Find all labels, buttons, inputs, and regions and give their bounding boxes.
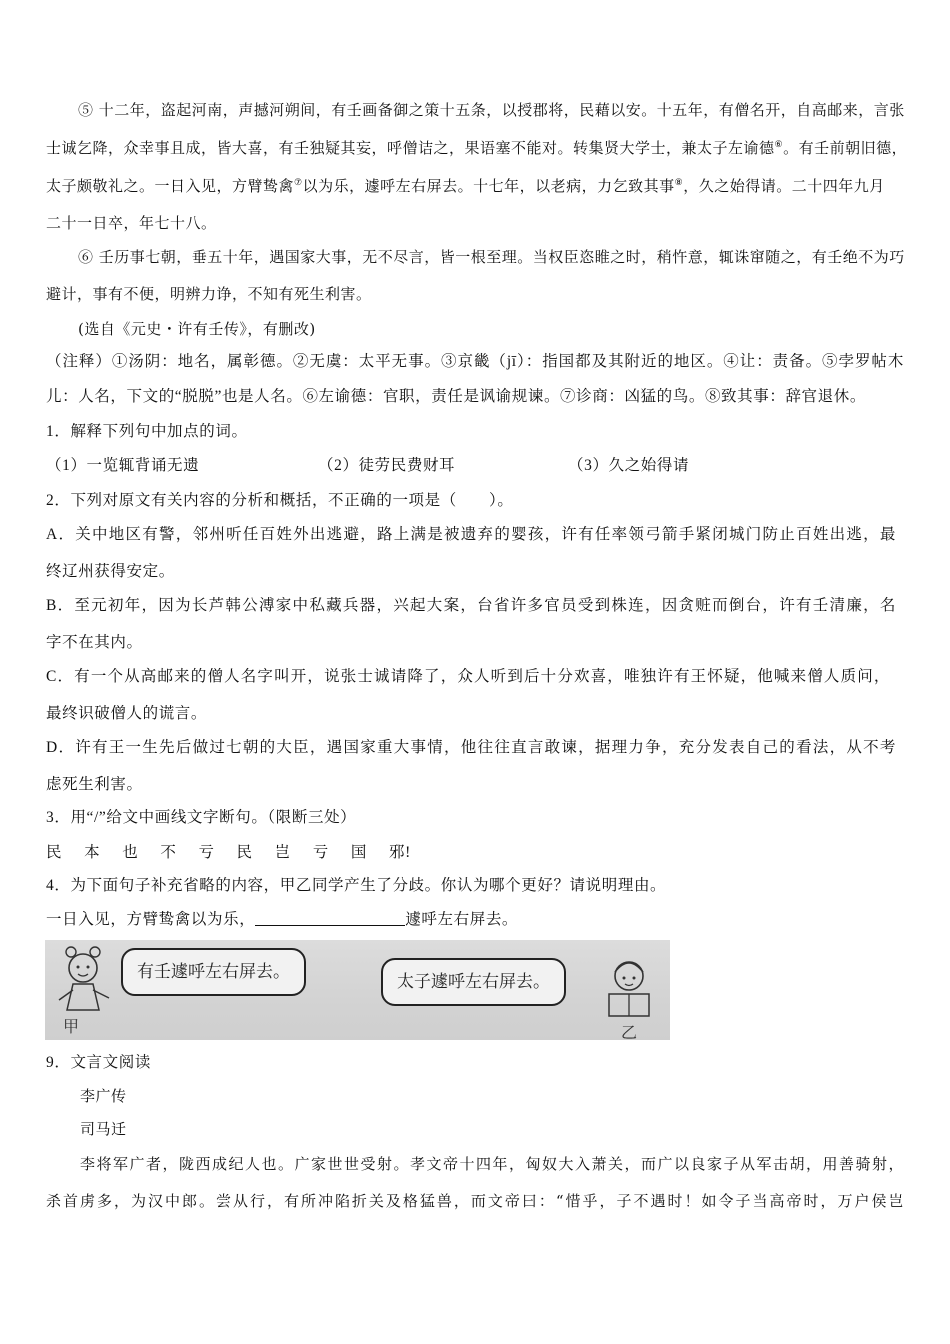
sentence-char: 亏 (198, 844, 215, 861)
option-b-line: B．至元初年，因为长芦韩公溥家中私藏兵器，兴起大案，台省许多官员受到株连，因贪赃而倒台，许有壬清廉，名 (46, 597, 896, 614)
sentence-after: 遽呼左右屏去。 (405, 911, 519, 928)
notes-line: （注释）①汤阴：地名，属彰德。②无虞：太平无事。③京畿（jī）：指国都及其附近的地区。④让：责备。⑤孛罗帖木 (46, 353, 904, 370)
footnote-mark: ⑧ (674, 178, 684, 188)
passage-line: 二十一日卒，年七十八。 (46, 214, 217, 232)
passage-text: 。有壬前朝旧德， (783, 139, 908, 157)
option-a-line: 终辽州获得安定。 (46, 563, 175, 580)
sentence-char: 民 (236, 844, 253, 861)
label-yi: 乙 (621, 1023, 638, 1042)
footnote-mark: ⑦ (294, 178, 303, 188)
option-a-line: A．关中地区有警，邻州听任百姓外出逃避，路上满是被遗弃的婴孩，许有任率领弓箭手紧闭城门防止百姓出逃，最 (46, 526, 896, 543)
speech-bubble-yi: 太子遽呼左右屏去。 (381, 958, 566, 1006)
section-9-title: 李广传 (80, 1087, 127, 1105)
sentence-before: 一日入见，方臂鸷禽以为乐， (46, 911, 256, 928)
sentence-char: 亏 (312, 844, 329, 861)
passage-text: ，久之始得请。二十四年九月 (683, 177, 885, 195)
question-4-sentence (46, 909, 518, 931)
passage-line: ⑥ 壬历事七朝，垂五十年，遇国家大事，无不尽言，皆一根至理。当权臣恣睢之时，稍忤意，辄诛窜随之，有壬绝不为巧 (78, 248, 905, 266)
passage-line: ⑤ 十二年，盗起河南，声撼河朔间，有壬画备御之策十五条，以授郡将，民藉以安。十五年，有僧名开，自高邮来，言张 (78, 101, 905, 119)
passage-line (46, 137, 907, 159)
question-3-sentence (46, 842, 433, 864)
section-9-heading: 9．文言文阅读 (46, 1054, 151, 1071)
question-1-item: （2）徒劳民费财耳 (318, 457, 456, 474)
section-9-author: 司马迁 (80, 1120, 127, 1138)
passage-source: (选自《元史・许有壬传》，有删改) (78, 320, 316, 338)
sentence-char: 也 (122, 844, 139, 861)
question-3-stem: 3．用“/”给文中画线文字断句。（限断三处） (46, 809, 357, 826)
girl-figure-icon (51, 940, 121, 1040)
label-jia: 甲 (63, 1017, 80, 1036)
sentence-char: 本 (84, 844, 101, 861)
sentence-char: 国 (350, 844, 367, 861)
question-1-item: （3）久之始得请 (568, 457, 690, 474)
option-c-line: 最终识破僧人的谎言。 (46, 705, 208, 722)
question-2-stem: 2．下列对原文有关内容的分析和概括，不正确的一项是（ ）。 (46, 492, 514, 509)
section-9-body-line: 杀首虏多，为汉中郎。尝从行，有所冲陷折关及格猛兽，而文帝曰：“惜乎，子不遇时！如令子当高帝时，万户侯岂 (46, 1192, 904, 1210)
option-b-line: 字不在其内。 (46, 634, 143, 651)
option-c-line: C．有一个从高邮来的僧人名字叫开，说张士诚请降了，众人听到后十分欢喜，唯独许有王怀疑，他喊来僧人质问， (46, 668, 890, 685)
passage-text: 士诚乞降，众幸事且成，皆大喜，有壬独疑其妄，呼僧诘之，果语塞不能对。转集贤大学士，兼太子左谕德 (46, 139, 775, 157)
sentence-char: 不 (160, 844, 177, 861)
option-d-line: D．许有王一生先后做过七朝的大臣，遇国家重大事情，他往往直言敢谏，据理力争，充分发表自己的看法，从不考 (46, 739, 896, 756)
option-d-line: 虑死生利害。 (46, 776, 143, 793)
section-9-body-line: 李将军广者，陇西成纪人也。广家世世受射。孝文帝十四年，匈奴大入萧关，而广以良家子从军击胡，用善骑射， (80, 1155, 904, 1173)
debate-illustration (45, 940, 670, 1040)
sentence-char: 邪! (388, 844, 411, 861)
speech-bubble-jia: 有壬遽呼左右屏去。 (121, 948, 306, 996)
passage-line: 避计，事有不便，明辨力诤，不知有死生利害。 (46, 285, 372, 303)
question-1-item: （1）一览辄背诵无遗 (46, 457, 200, 474)
sentence-char: 民 (46, 844, 63, 861)
sentence-char: 岂 (274, 844, 291, 861)
footnote-mark: ⑥ (774, 140, 784, 150)
passage-text: 太子颇敬礼之。一日入见，方臂鸷禽 (46, 177, 295, 195)
question-4-stem: 4．为下面句子补充省略的内容，甲乙同学产生了分歧。你认为哪个更好？请说明理由。 (46, 877, 667, 894)
answer-blank[interactable] (255, 909, 405, 926)
notes-line: 儿：人名，下文的“脱脱”也是人名。⑥左谕德：官职，责任是讽谕规谏。⑦诊商：凶猛的鸟。⑧致其事：辞官退休。 (46, 388, 866, 405)
passage-text: 以为乐，遽呼左右屏去。十七年，以老病，力乞致其事 (302, 177, 675, 195)
passage-line (46, 175, 885, 197)
question-1-stem: 1．解释下列句中加点的词。 (46, 423, 248, 440)
